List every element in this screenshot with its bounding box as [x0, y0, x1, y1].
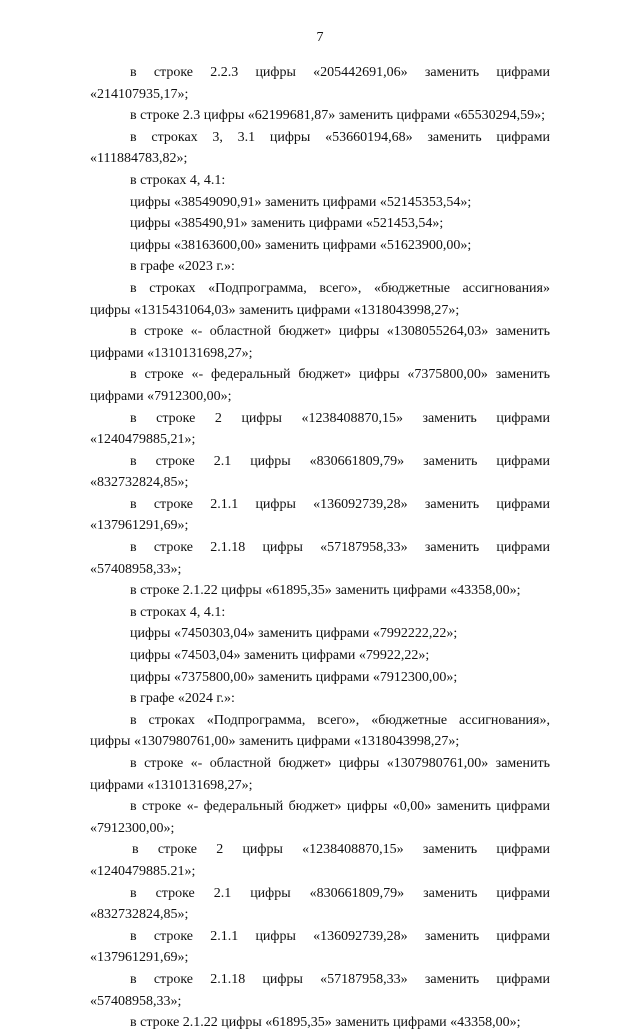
text-line: в графе «2024 г.»:	[130, 691, 235, 707]
text-line: цифры «1315431064,03» заменить цифрами «1318043998,27»;	[90, 302, 460, 318]
text-line: в строке 2.1 цифры «830661809,79» заменить цифрами	[130, 885, 550, 901]
text-line: в строках «Подпрограмма, всего», «бюджетные ассигнования»	[130, 280, 550, 296]
text-line: в строке 2.3 цифры «62199681,87» заменить цифрами «65530294,59»;	[130, 108, 546, 124]
text-line: в строке «- федеральный бюджет» цифры «0,00» заменить цифрами	[130, 799, 550, 815]
text-line: цифры «7375800,00» заменить цифрами «7912300,00»;	[130, 669, 458, 685]
text-line: в строке 2.1.22 цифры «61895,35» заменить цифрами «43358,00»;	[130, 583, 521, 599]
text-line: в строке 2.1.1 цифры «136092739,28» заменить цифрами	[130, 928, 550, 944]
text-line: «137961291,69»;	[90, 950, 189, 966]
text-line: в строках 4, 4.1:	[130, 604, 226, 620]
text-line: в строке 2.2.3 цифры «205442691,06» заменить цифрами	[130, 65, 550, 80]
text-line: «832732824,85»;	[90, 475, 189, 491]
text-line: цифры «7450303,04» заменить цифрами «7992222,22»;	[130, 626, 458, 642]
text-line: «7912300,00»;	[90, 820, 175, 836]
text-line: в строках 3, 3.1 цифры «53660194,68» заменить цифрами	[130, 129, 550, 145]
text-line: в строке «- областной бюджет» цифры «1308055264,03» заменить	[130, 324, 550, 340]
text-line: в строке 2 цифры «1238408870,15» заменить цифрами	[132, 842, 550, 858]
text-line: в строке 2.1.1 цифры «136092739,28» заменить цифрами	[130, 496, 550, 512]
text-line: в строке 2.1.18 цифры «57187958,33» заменить цифрами	[130, 971, 550, 987]
text-line: цифры «385490,91» заменить цифрами «521453,54»;	[130, 216, 444, 232]
page-number: 7	[316, 30, 324, 45]
text-line: в строке 2.1.22 цифры «61895,35» заменить цифрами «43358,00»;	[130, 1015, 521, 1031]
text-line: в строке «- областной бюджет» цифры «1307980761,00» заменить	[130, 756, 550, 771]
text-line: цифры «74503,04» заменить цифрами «79922,22»;	[130, 648, 430, 664]
text-line: «214107935,17»;	[90, 86, 189, 102]
text-line: «832732824,85»;	[90, 907, 189, 923]
text-line: «1240479885.21»;	[90, 863, 196, 879]
text-line: цифры «1307980761,00» заменить цифрами «1318043998,27»;	[90, 734, 460, 750]
text-line: «1240479885,21»;	[90, 432, 196, 448]
text-line: цифрами «1310131698,27»;	[90, 345, 253, 361]
text-line: в строке 2.1 цифры «830661809,79» заменить цифрами	[130, 453, 550, 469]
text-line: цифры «38163600,00» заменить цифрами «51623900,00»;	[130, 237, 472, 253]
text-line: «57408958,33»;	[90, 561, 182, 577]
text-line: цифры «38549090,91» заменить цифрами «52145353,54»;	[130, 194, 472, 210]
text-line: цифрами «7912300,00»;	[90, 388, 232, 404]
document-body	[90, 62, 550, 1034]
text-line: в строке «- федеральный бюджет» цифры «7375800,00» заменить	[130, 367, 550, 383]
text-line: в строке 2.1.18 цифры «57187958,33» заменить цифрами	[130, 540, 550, 556]
text-line: цифрами «1310131698,27»;	[90, 777, 253, 793]
text-line: в строке 2 цифры «1238408870,15» заменить цифрами	[130, 410, 550, 426]
text-line: «111884783,82»;	[90, 151, 188, 167]
text-line: «57408958,33»;	[90, 993, 182, 1009]
text-line: «137961291,69»;	[90, 518, 189, 534]
text-line: в строках «Подпрограмма, всего», «бюджетные ассигнования»,	[130, 712, 550, 728]
text-line: в графе «2023 г.»:	[130, 259, 235, 275]
text-line: в строках 4, 4.1:	[130, 172, 226, 188]
